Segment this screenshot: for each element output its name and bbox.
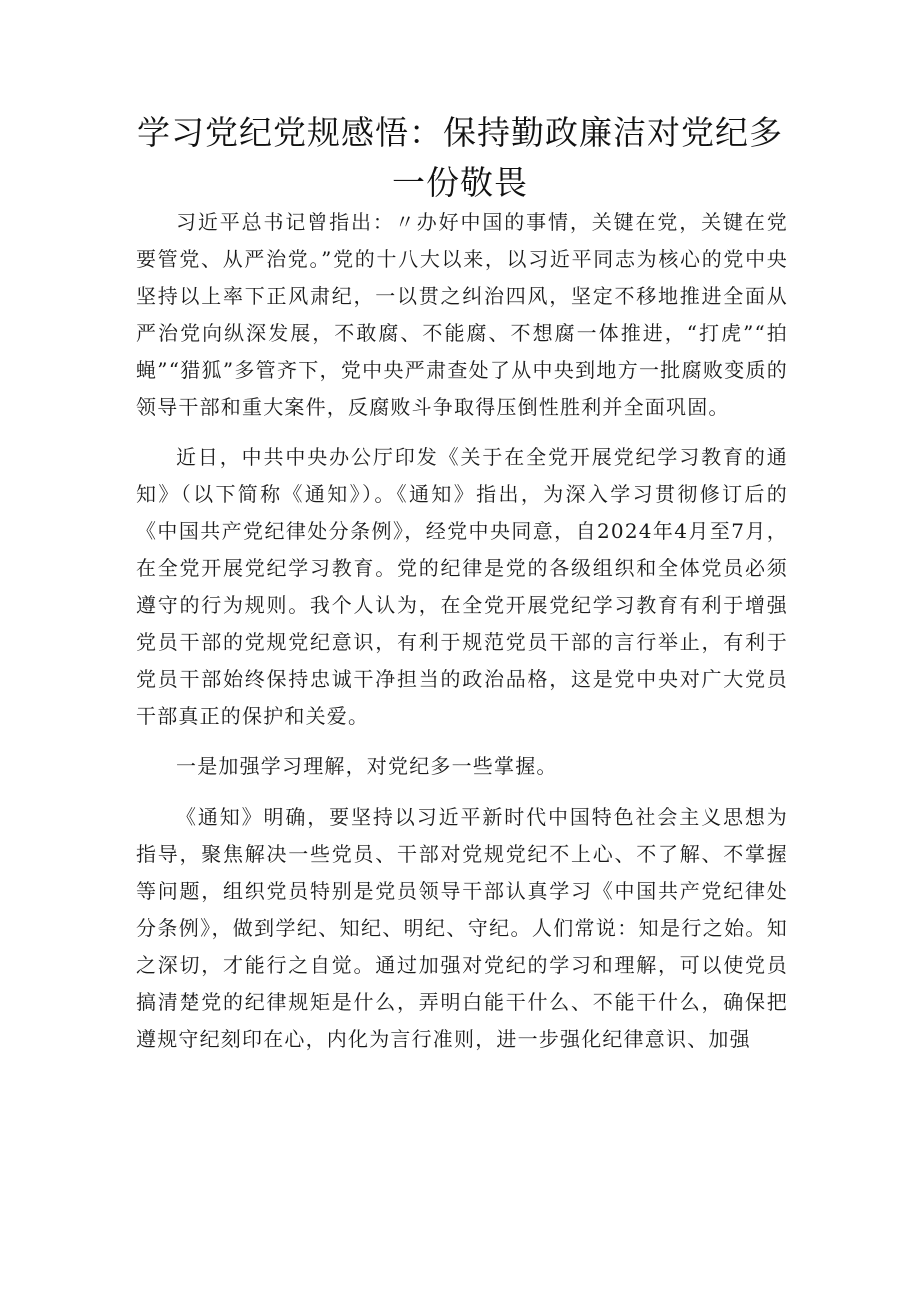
paragraph-3-heading: 一是加强学习理解，对党纪多一些掌握。 — [176, 754, 558, 778]
title-line-2: 一份敬畏 — [392, 163, 528, 202]
document-body — [136, 204, 788, 1058]
title-line-1: 学习党纪党规感悟：保持勤政廉洁对党纪多 — [137, 113, 783, 152]
paragraph-2: 近日，中共中央办公厅印发《关于在全党开展党纪学习教育的通知》（以下简称《通知》）。《通知》指出，为深入学习贯彻修订后的《中国共产党纪律处分条例》，经党中央同意，自2024年4月至7月，在全党开展党纪学习教育。党的纪律是党的各级组织和全体党员必须遵守的行为规则。我个人认为，在全党开展党纪学习教育有利于增强党员干部的党规党纪意识，有利于规范党员干部的言行举止，有利于党员干部始终保持忠诚干净担当的政治品格，这是党中央对广大党员干部真正的保护和关爱。 — [136, 445, 788, 728]
document-title — [130, 108, 790, 208]
paragraph-4: 《通知》明确，要坚持以习近平新时代中国特色社会主义思想为指导，聚焦解决一些党员、干部对党规党纪不上心、不了解、不掌握等问题，组织党员特别是党员领导干部认真学习《中国共产党纪律处分条例》，做到学纪、知纪、明纪、守纪。人们常说：知是行之始。知之深切，才能行之自觉。通过加强对党纪的学习和理解，可以使党员搞清楚党的纪律规矩是什么，弄明白能干什么、不能干什么，确保把遵规守纪刻印在心，内化为言行准则，进一步强化纪律意识、加强 — [136, 805, 788, 1051]
paragraph-1: 习近平总书记曾指出：〃办好中国的事情，关键在党，关键在党要管党、从严治党。”党的十八大以来，以习近平同志为核心的党中央坚持以上率下正风肃纪，一以贯之纠治四风，坚定不移地推进全面从严治党向纵深发展，不敢腐、不能腐、不想腐一体推进，“打虎”“拍蝇”“猎狐”多管齐下，党中央严肃查处了从中央到地方一批腐败变质的领导干部和重大案件，反腐败斗争取得压倒性胜利并全面巩固。 — [136, 210, 788, 419]
